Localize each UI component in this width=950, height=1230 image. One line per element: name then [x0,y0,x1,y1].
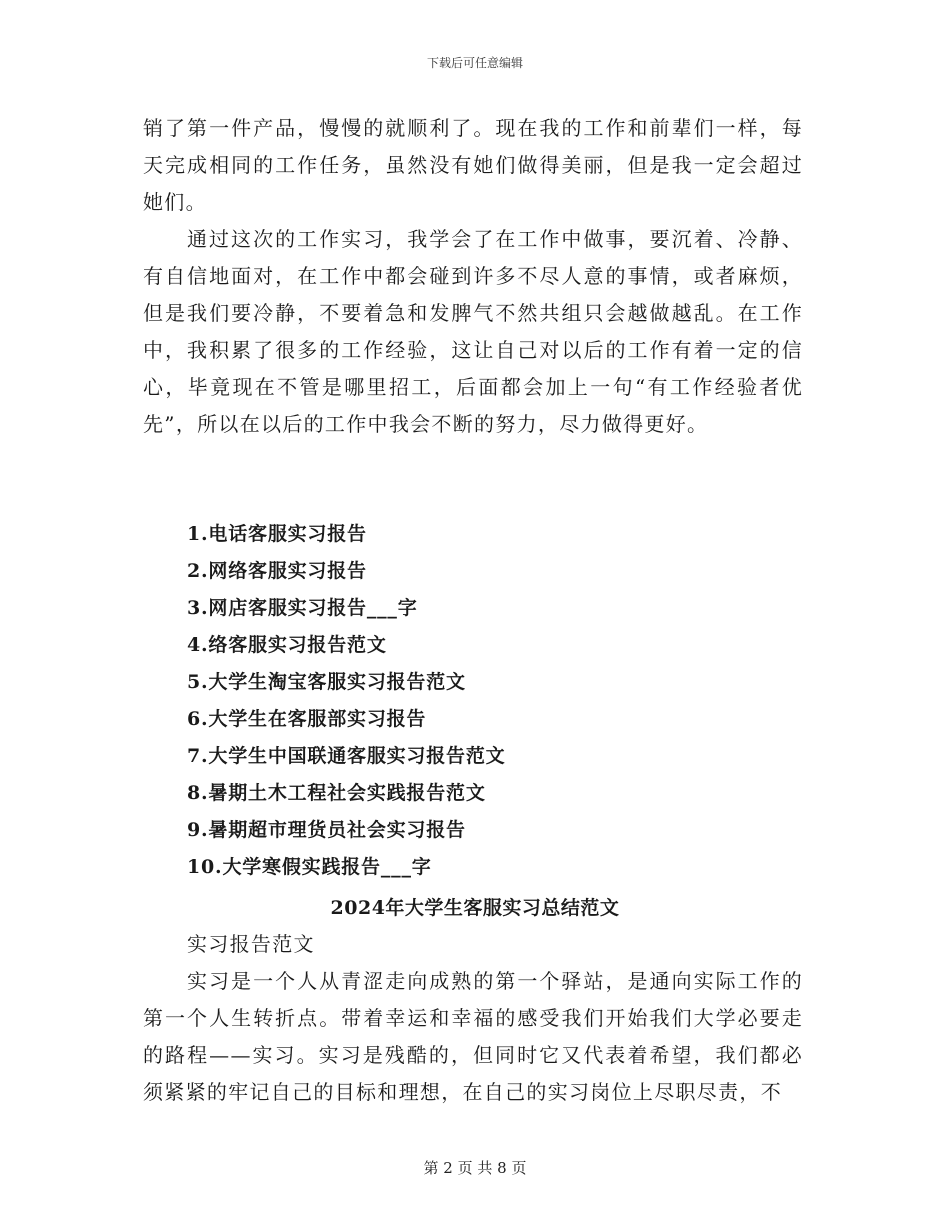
paragraph-intro: 实习是一个人从青涩走向成熟的第一个驿站，是通向实际工作的第一个人生转折点。带着幸运和幸福的感受我们开始我们大学必要走的路程——实习。实习是残酷的，但同时它又代表着希望，我们都必须紧紧的牢记自己的目标和理想，在自己的实习岗位上尽职尽责，不 [143,969,803,1104]
paragraph-continuation: 销了第一件产品，慢慢的就顺利了。现在我的工作和前辈们一样，每天完成相同的工作任务，虽然没有她们做得美丽，但是我一定会超过她们。 [143,116,803,214]
section-subtitle: 实习报告范文 [187,932,315,956]
list-item: 1.电话客服实习报告 [187,523,367,545]
body-section-1 [143,110,803,443]
related-documents-list [187,516,787,886]
list-item: 9.暑期超市理货员社会实习报告 [187,819,466,841]
list-item: 5.大学生淘宝客服实习报告范文 [187,671,466,693]
document-title: 2024年大学生客服实习总结范文 [330,897,620,919]
list-item: 2.网络客服实习报告 [187,560,367,582]
body-section-2 [143,926,803,1111]
page-header: 下载后可任意编辑 [426,56,523,70]
page-footer: 第 2 页 共 8 页 [423,1159,527,1177]
list-item: 3.网店客服实习报告___字 [187,597,418,619]
list-item: 10.大学寒假实践报告___字 [187,856,432,878]
list-item: 7.大学生中国联通客服实习报告范文 [187,745,506,767]
list-item: 4.络客服实习报告范文 [187,634,387,656]
list-item: 8.暑期土木工程社会实践报告范文 [187,782,486,804]
paragraph-reflection: 通过这次的工作实习，我学会了在工作中做事，要沉着、冷静、有自信地面对，在工作中都会碰到许多不尽人意的事情，或者麻烦，但是我们要冷静，不要着急和发脾气不然共组只会越做越乱。在工作中，我积累了很多的工作经验，这让自己对以后的工作有着一定的信心，毕竟现在不管是哪里招工，后面都会加上一句“有工作经验者优先”，所以在以后的工作中我会不断的努力，尽力做得更好。 [143,227,803,436]
list-item: 6.大学生在客服部实习报告 [187,708,427,730]
